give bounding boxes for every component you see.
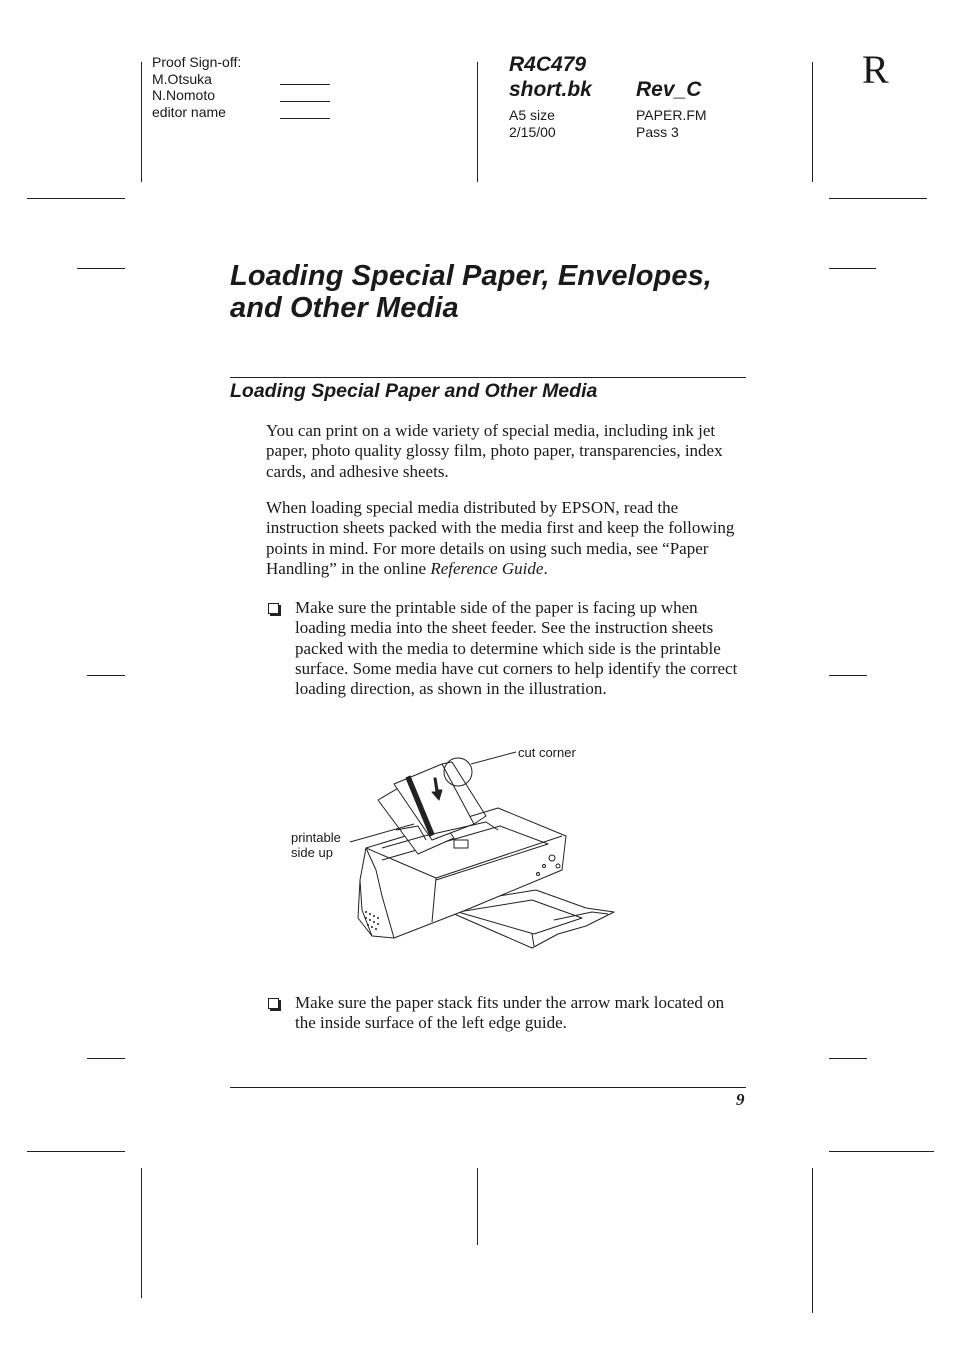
margin-mark-left-1 xyxy=(77,268,125,269)
instructions-paragraph xyxy=(266,498,746,579)
label-cut-corner: cut corner xyxy=(518,745,576,760)
print-date: 2/15/00 xyxy=(509,123,556,140)
bullet-text-2: Make sure the paper stack fits under the arrow mark located on the inside surface of the left edge guide. xyxy=(295,993,725,1033)
paper-size: A5 size xyxy=(509,107,555,123)
page-title-line-2: and Other Media xyxy=(230,292,459,324)
file-pass-block xyxy=(636,107,707,140)
cut-corner-leader xyxy=(471,752,516,764)
page-title xyxy=(230,260,712,324)
proof-name-2: N.Nomoto xyxy=(152,87,216,103)
margin-mark-right-3 xyxy=(829,1058,867,1059)
bullet-box-2 xyxy=(268,998,279,1009)
bullet-box-1 xyxy=(268,603,279,614)
power-button xyxy=(549,855,555,861)
label-printable-line-2: side up xyxy=(291,845,333,860)
proof-signoff-label: Proof Sign-off: xyxy=(152,54,242,70)
crop-mark-top-left-v xyxy=(141,62,142,182)
label-printable-line-1: printable xyxy=(291,830,341,845)
label-printable-side xyxy=(291,830,341,860)
footer-rule xyxy=(230,1087,746,1088)
product-code-line-2: short.bk xyxy=(509,78,592,101)
crop-mark-top-right-v xyxy=(812,62,813,182)
margin-mark-right-1 xyxy=(829,268,876,269)
revision-code: Rev_C xyxy=(636,78,702,101)
signoff-line-2 xyxy=(280,101,330,102)
corner-letter: R xyxy=(862,47,889,92)
crop-mark-top-right-h xyxy=(829,198,927,199)
margin-mark-left-2 xyxy=(87,675,125,676)
instructions-text: When loading special media distributed by EPSON, read the instruction sheets packed with the media first and keep the following points in mind. For more details on using such media, see “Paper Handling” in the online xyxy=(266,498,735,578)
section-rule xyxy=(230,377,746,378)
intro-paragraph: You can print on a wide variety of special media, including ink jet paper, photo quality glossy film, photo paper, transparencies, index cards, and adhesive sheets. xyxy=(266,421,723,481)
signoff-line-1 xyxy=(280,84,330,85)
crop-mark-bottom-right-h xyxy=(829,1151,934,1152)
size-date-block xyxy=(509,107,556,140)
bullet-text-1: Make sure the printable side of the paper is facing up when loading media into the sheet feeder. See the instruction sheets packed with the media to determine which side is the printable surface. Some media have cut corners to help identify the correct loading direction, as shown in the illustration. xyxy=(295,598,738,699)
margin-mark-left-3 xyxy=(87,1058,125,1059)
signoff-line-3 xyxy=(280,118,330,119)
crop-mark-bottom-right-v xyxy=(812,1168,813,1313)
file-name: PAPER.FM xyxy=(636,107,707,123)
crop-mark-top-center-v xyxy=(477,62,478,182)
page-number: 9 xyxy=(736,1090,745,1109)
crop-mark-bottom-left-h xyxy=(27,1151,125,1152)
pass-number: Pass 3 xyxy=(636,123,679,140)
proof-name-3: editor name xyxy=(152,103,226,120)
crop-mark-top-left-h xyxy=(27,198,125,199)
section-heading: Loading Special Paper and Other Media xyxy=(230,380,598,402)
product-code-line-1: R4C479 xyxy=(509,53,587,76)
reference-guide-title: Reference Guide xyxy=(430,558,544,578)
proof-name-1: M.Otsuka xyxy=(152,70,212,87)
proof-signoff-block xyxy=(152,54,241,120)
instructions-period: . xyxy=(543,558,548,578)
status-light xyxy=(556,864,560,868)
product-code xyxy=(509,52,592,102)
page-title-line-1: Loading Special Paper, Envelopes, xyxy=(230,260,712,292)
crop-mark-bottom-left-v xyxy=(141,1168,142,1298)
margin-mark-right-2 xyxy=(829,675,867,676)
crop-mark-bottom-center-v xyxy=(477,1168,478,1245)
